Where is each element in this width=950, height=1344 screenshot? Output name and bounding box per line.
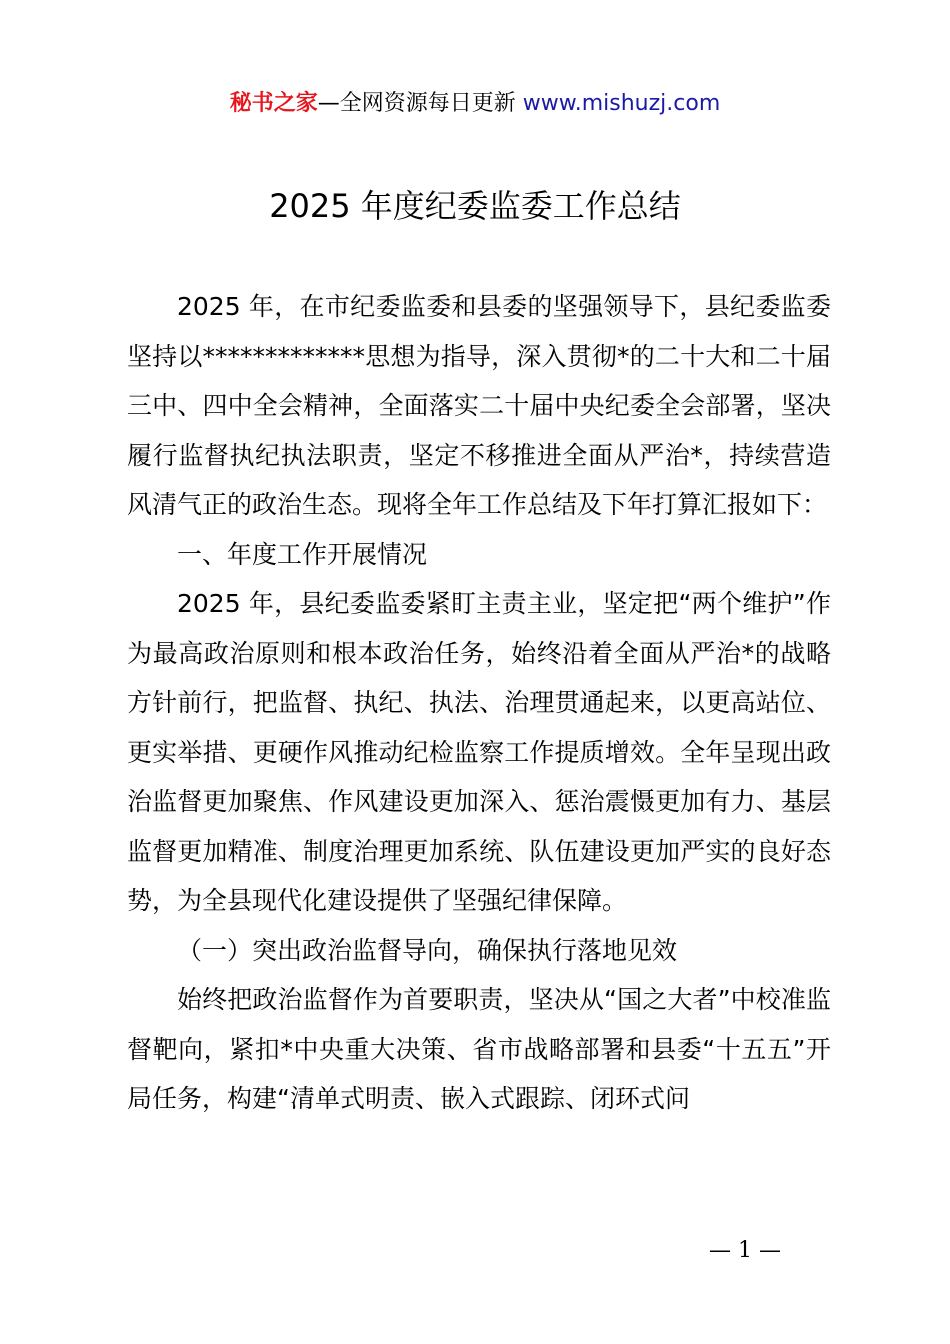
document-title: 2025 年度纪委监委工作总结 xyxy=(269,187,681,225)
intro-paragraph: 2025 年，在市纪委监委和县委的坚强领导下，县纪委监委坚持以*************思想为指导，深入贯彻*的二十大和二十届三中、四中全会精神，全面落实二十届中央纪委全会部署，坚决履行监督执纪执法职责，坚定不移推进全面从严治*，持续营造风清气正的政治生态。现将全年工作总结及下年打算汇报如下： xyxy=(127,292,831,519)
site-banner xyxy=(0,88,950,120)
page-number: — 1 — xyxy=(709,1238,781,1263)
banner-tagline: —全网资源每日更新 xyxy=(317,91,523,116)
section-heading: 一、年度工作开展情况 xyxy=(177,539,428,569)
brand-name: 秘书之家 xyxy=(229,91,318,116)
document-body xyxy=(127,282,831,1124)
subsection-heading: （一）突出政治监督导向，确保执行落地见效 xyxy=(177,935,678,965)
body-paragraph: 2025 年，县纪委监委紧盯主责主业，坚定把“两个维护”作为最高政治原则和根本政治任务，始终沿着全面从严治*的战略方针前行，把监督、执纪、执法、治理贯通起来，以更高站位、更实举措、更硬作风推动纪检监察工作提质增效。全年呈现出政治监督更加聚焦、作风建设更加深入、惩治震慑更加有力、基层监督更加精准、制度治理更加系统、队伍建设更加严实的良好态势，为全县现代化建设提供了坚强纪律保障。 xyxy=(127,589,831,915)
banner-url-link[interactable]: www.mishuzj.com xyxy=(522,91,721,116)
body-paragraph: 始终把政治监督作为首要职责，坚决从“国之大者”中校准监督靶向，紧扣*中央重大决策、省市战略部署和县委“十五五”开局任务，构建“清单式明责、嵌入式跟踪、闭环式问 xyxy=(127,985,831,1113)
